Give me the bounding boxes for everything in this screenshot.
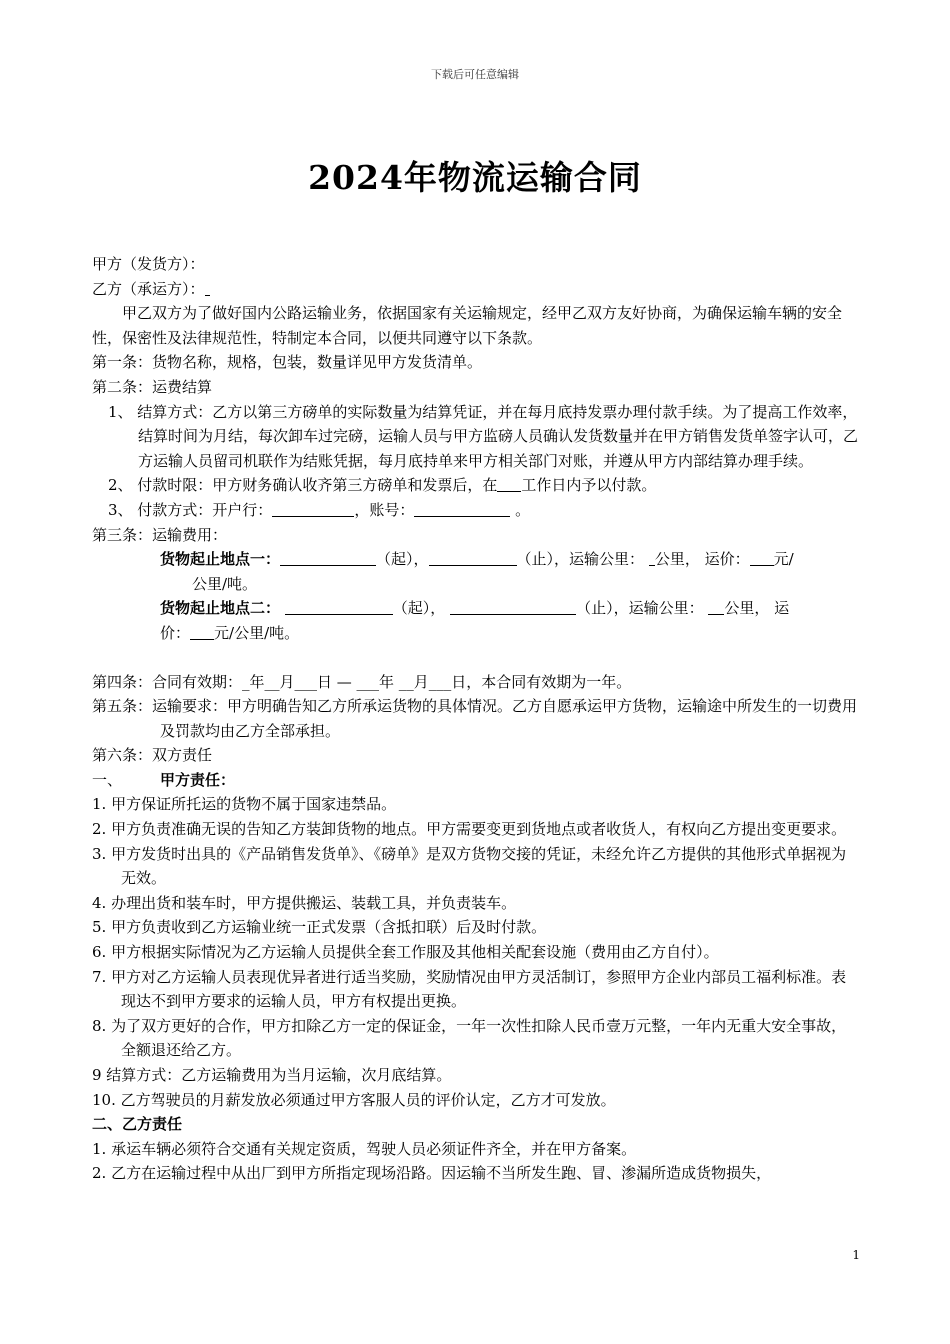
route-2-price-label: 价：: [160, 623, 191, 642]
article-2-item-2: [92, 473, 858, 498]
intro-paragraph: 甲乙双方为了做好国内公路运输业务，依据国家有关运输规定，经甲乙双方友好协商，为确保运输车辆的安全性，保密性及法律规范性，特制定本合同，以便共同遵守以下条款。: [92, 304, 843, 347]
party-a-item-7: 7. 甲方对乙方运输人员表现优异者进行适当奖励，奖励情况由甲方灵活制订，参照甲方企业内部员工福利标准。表现达不到甲方要求的运输人员，甲方有权提出更换。: [92, 967, 847, 1011]
party-a-line: 甲方（发货方）：: [92, 255, 205, 273]
route-2: [92, 596, 858, 645]
article-4: 第四条：合同有效期：_年__月___日 — ___年 __月___日，本合同有效期为一年。: [92, 672, 632, 691]
section-1-heading: [92, 768, 858, 793]
payment-method-text: 3、 付款方式：开户行：: [108, 500, 273, 519]
article-2-item-1: 1、 结算方式：乙方以第三方磅单的实际数量为结算凭证，并在每月底持发票办理付款手续。为了提高工作效率，结算时间为月结，每次卸车过完磅，运输人员与甲方监磅人员确认发货数量并在甲方销售发货单签字认可，乙方运输人员留司机联作为结账凭据，每月底持单来甲方相关部门对账，并遵从甲方内部结算办理手续。: [108, 402, 859, 470]
article-5: 第五条：运输要求：甲方明确告知乙方所承运货物的具体情况。乙方自愿承运甲方货物，运输途中所发生的一切费用及罚款均由乙方全部承担。: [92, 697, 858, 740]
document-body: [92, 252, 858, 1186]
document-title: 2024年物流运输合同: [308, 158, 642, 197]
account-label: ，账号：: [354, 500, 415, 519]
route-1-km: 公里， 运价：: [654, 550, 750, 569]
article-3-title: 第三条：运输费用：: [92, 525, 228, 544]
blank-line: [750, 550, 774, 566]
blank-line: [429, 550, 517, 566]
spacer: [92, 646, 858, 670]
route-2-start: （起），: [392, 599, 446, 618]
route-2-label: 货物起止地点二：: [160, 599, 281, 618]
section-1-title: 甲方责任：: [160, 770, 236, 789]
party-a-item-3: 3. 甲方发货时出具的《产品销售发货单》、《磅单》是双方货物交接的凭证，未经允许乙方提供的其他形式单据视为无效。: [92, 844, 847, 888]
blank-line: [190, 624, 214, 640]
route-1-label: 货物起止地点一：: [160, 550, 281, 569]
party-a-item-4: 4. 办理出货和装车时，甲方提供搬运、装载工具，并负责装车。: [92, 893, 517, 912]
party-a-item-8: 8. 为了双方更好的合作，甲方扣除乙方一定的保证金，一年一次性扣除人民币壹万元整，一年内无重大安全事故，全额退还给乙方。: [92, 1016, 847, 1060]
party-b-line: [92, 277, 858, 302]
section-1-number: 一、: [92, 770, 123, 789]
blank-line: [708, 599, 724, 615]
route-1-price: 元/: [773, 550, 794, 569]
blank-line: [205, 280, 210, 296]
period: 。: [515, 500, 531, 519]
party-a-item-5: 5. 甲方负责收到乙方运输业统一正式发票（含抵扣联）后及时付款。: [92, 918, 547, 937]
party-a-item-1: 1. 甲方保证所托运的货物不属于国家违禁品。: [92, 795, 397, 814]
route-1-unit: 公里/吨。: [192, 574, 258, 593]
article-6-title: 第六条：双方责任: [92, 746, 213, 765]
blank-line: [280, 550, 376, 566]
route-1: [92, 547, 858, 596]
party-b-item-1: 1. 承运车辆必须符合交通有关规定资质，驾驶人员必须证件齐全，并在甲方备案。: [92, 1139, 637, 1158]
party-a-item-2: 2. 甲方负责准确无误的告知乙方装卸货物的地点。甲方需要变更到货地点或者收货人，有权向乙方提出变更要求。: [92, 820, 847, 839]
article-2-title: 第二条：运费结算: [92, 377, 213, 396]
bank-blank: [272, 501, 354, 517]
route-2-km: 公里， 运: [724, 599, 790, 618]
route-2-unit: 元/公里/吨。: [214, 623, 300, 642]
blank-line: [497, 476, 521, 492]
payment-term-text: 2、 付款时限：甲方财务确认收齐第三方磅单和发票后，在: [108, 476, 498, 495]
account-blank: [414, 501, 510, 517]
party-a-item-6: 6. 甲方根据实际情况为乙方运输人员提供全套工作服及其他相关配套设施（费用由乙方自付）。: [92, 943, 719, 962]
blank-line: [450, 599, 576, 615]
party-a-item-10: 10. 乙方驾驶员的月薪发放必须通过甲方客服人员的评价认定，乙方才可发放。: [92, 1090, 616, 1109]
party-b-label: 乙方（承运方）：: [92, 279, 205, 298]
section-2-heading: 二、乙方责任: [92, 1115, 183, 1134]
page-number: 1: [852, 1248, 860, 1262]
route-2-price-line: [160, 621, 858, 646]
article-1: 第一条：货物名称，规格，包装，数量详见甲方发货清单。: [92, 353, 483, 372]
article-2-item-3: [92, 498, 858, 523]
party-b-item-2: 2. 乙方在运输过程中从出厂到甲方所指定现场沿路。因运输不当所发生跑、冒、渗漏所造成货物损失，: [92, 1164, 772, 1183]
blank-line: [285, 599, 393, 615]
route-1-end: （止），运输公里：: [516, 550, 645, 569]
route-1-start: （起），: [376, 550, 429, 569]
route-2-end: （止），运输公里：: [576, 599, 704, 618]
party-a-item-9: 9 结算方式：乙方运输费用为当月运输，次月底结算。: [92, 1066, 452, 1084]
page-header: 下载后可任意编辑: [431, 68, 519, 81]
payment-term-text-end: 工作日内予以付款。: [521, 476, 657, 495]
